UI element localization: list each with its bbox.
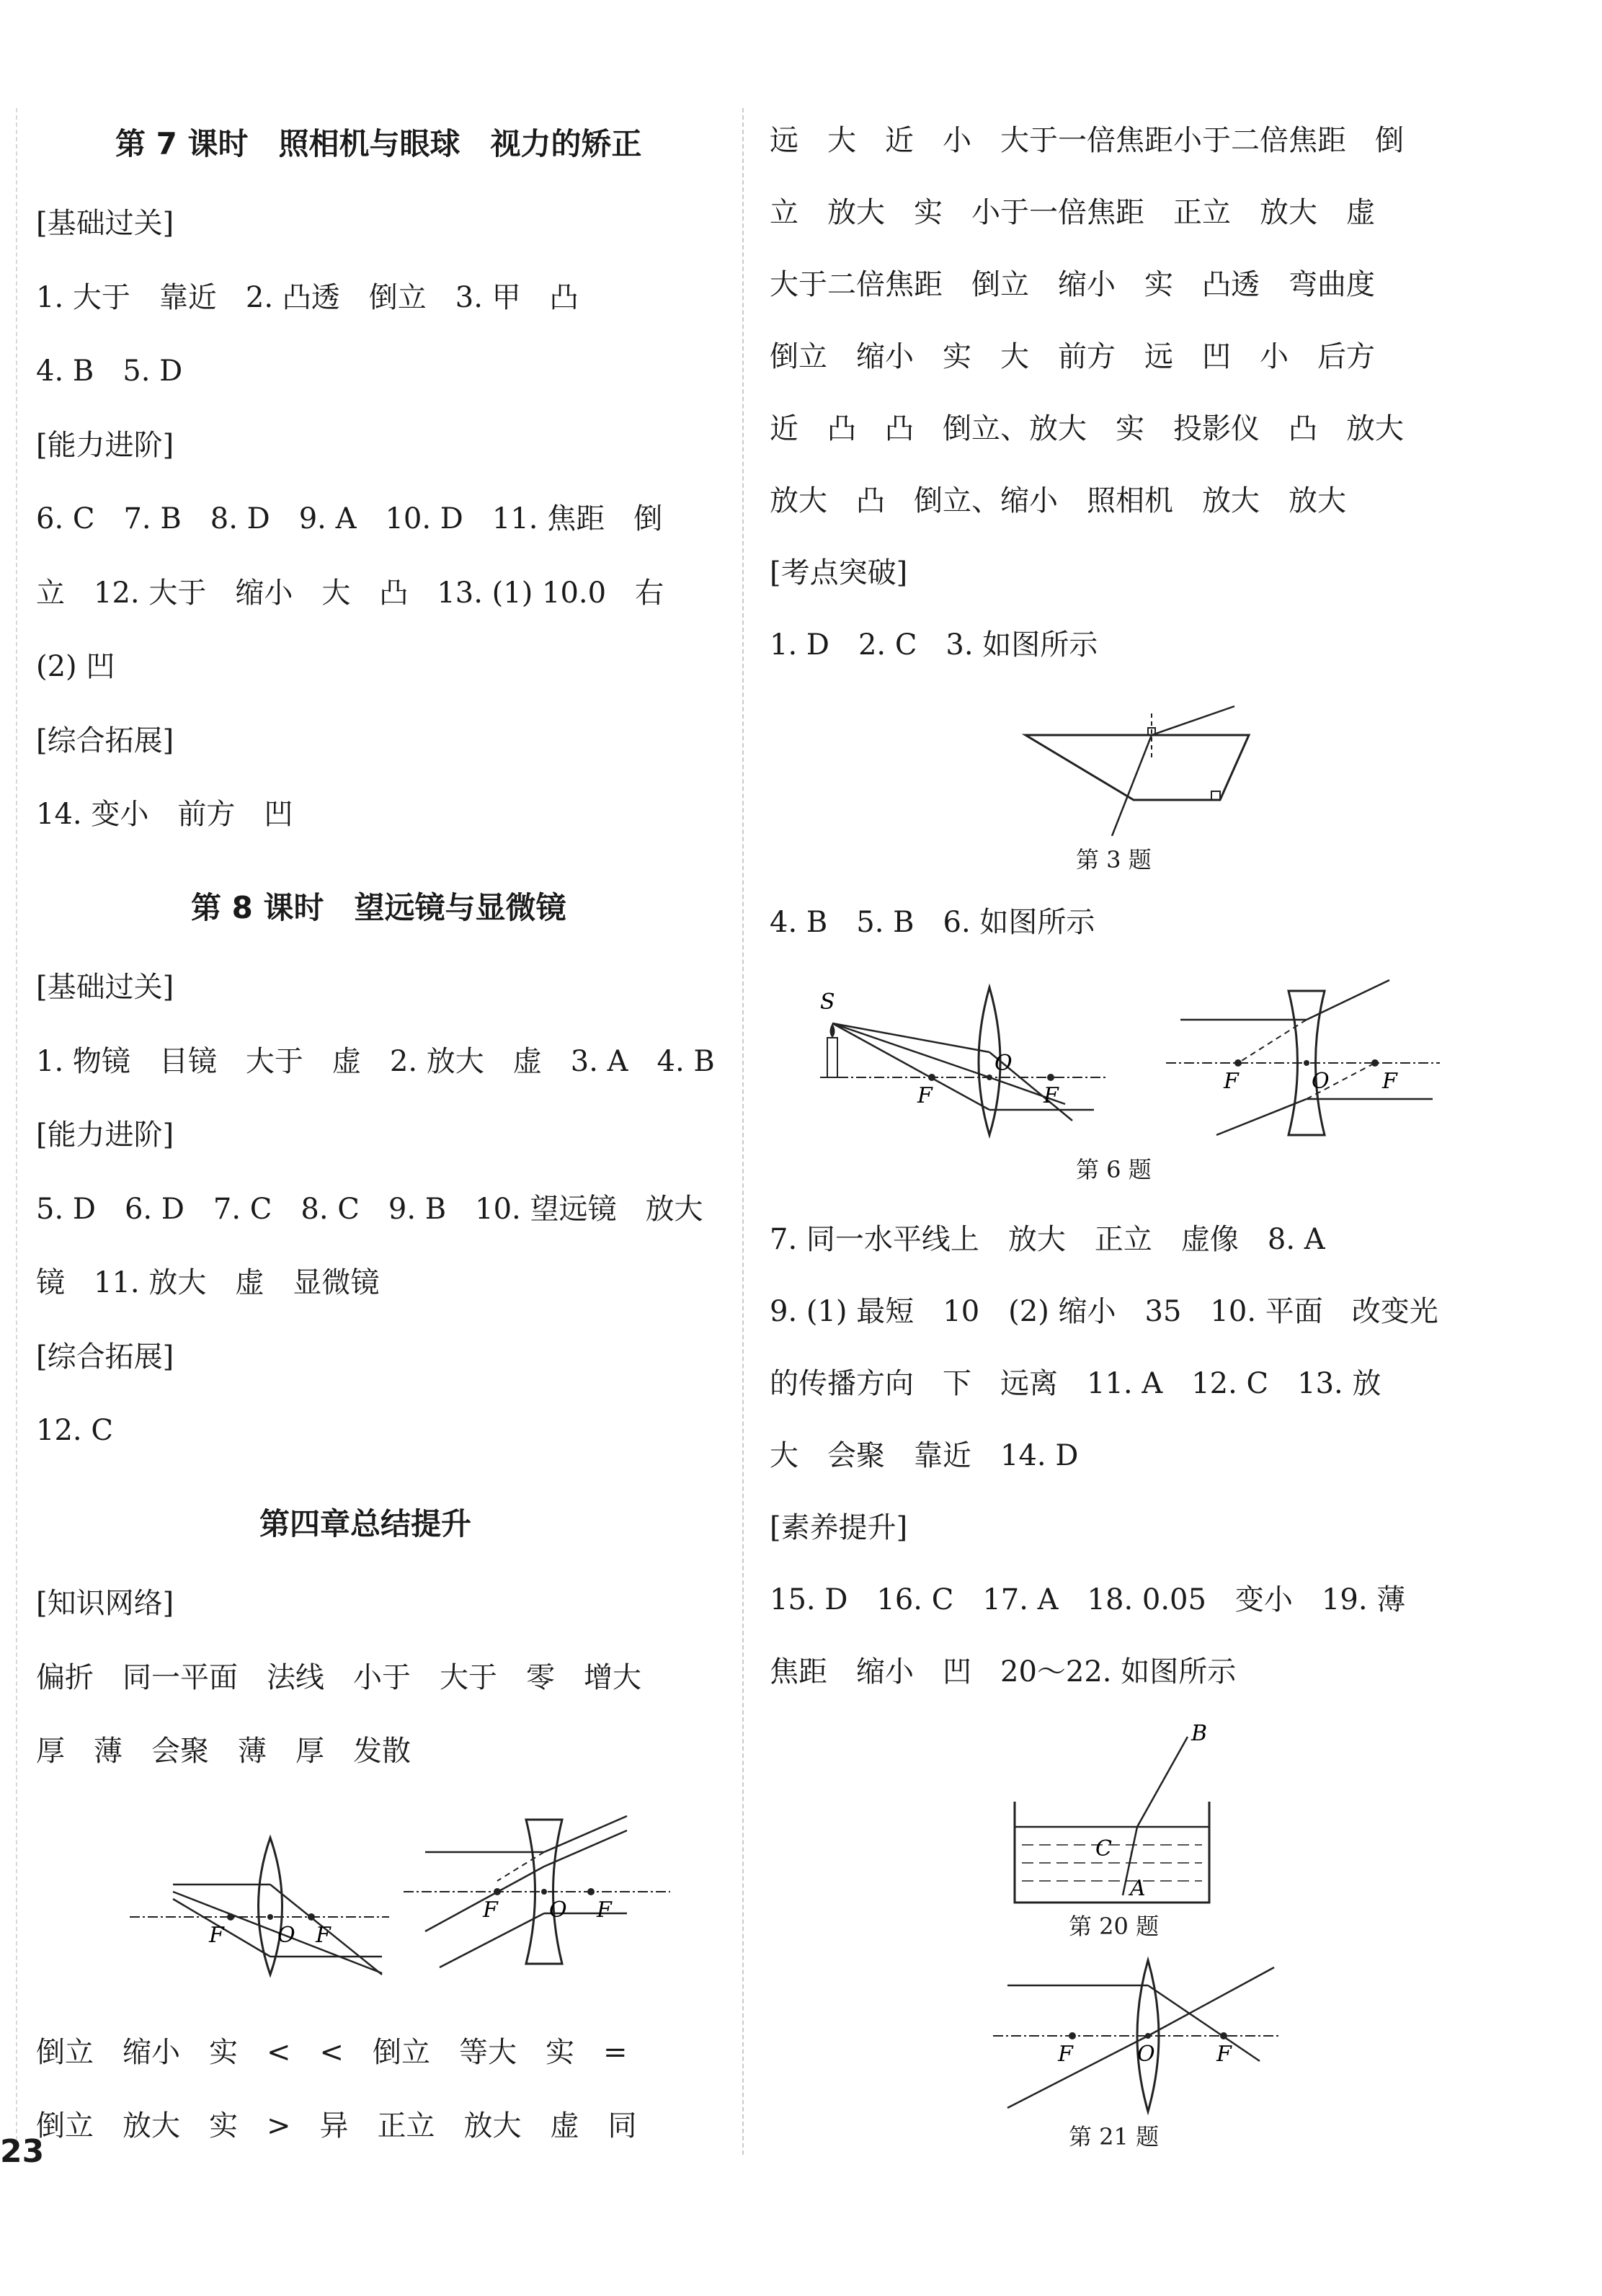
concave-lens-diagram <box>396 1802 685 1975</box>
kaodian-line-5: 的传播方向 下 远离 11. A 12. C 13. 放 <box>770 1367 1381 1400</box>
kaodian-line-6: 大 会聚 靠近 14. D <box>770 1439 1079 1472</box>
l7-answers-5: (2) 凹 <box>36 650 115 683</box>
l8-answers-2: 5. D 6. D 7. C 8. C 9. B 10. 望远镜 放大 <box>36 1193 703 1226</box>
caption-figure-21: 第 21 题 <box>1069 2123 1160 2150</box>
l7-answers-4: 立 12. 大于 缩小 大 凸 13. (1) 10.0 右 <box>36 577 664 610</box>
figure-3-prism <box>1018 692 1256 836</box>
right-line-2: 立 放大 实 小于一倍焦距 正立 放大 虚 <box>770 196 1375 229</box>
chapter-line-3: 倒立 缩小 实 < < 倒立 等大 实 = <box>36 2036 628 2069</box>
kaodian-line-2: 4. B 5. B 6. 如图所示 <box>770 906 1095 939</box>
label-f10: F <box>1216 2042 1232 2067</box>
right-line-6: 放大 凸 倒立、缩小 照相机 放大 放大 <box>770 484 1346 517</box>
l7-section-basic: [基础过关] <box>36 207 174 240</box>
column-divider <box>742 108 744 2155</box>
label-o2: O <box>549 1897 567 1923</box>
l8-section-basic: [基础过关] <box>36 971 174 1004</box>
label-f4: F <box>597 1897 612 1923</box>
l7-answers-2: 4. B 5. D <box>36 355 183 388</box>
figure-20-water-tank <box>1007 1722 1224 1910</box>
label-c: C <box>1095 1836 1112 1861</box>
chapter-line-4: 倒立 放大 实 > 异 正立 放大 虚 同 <box>36 2109 637 2143</box>
label-b: B <box>1191 1722 1208 1746</box>
suyang-line-1: 15. D 16. C 17. A 18. 0.05 变小 19. 薄 <box>770 1583 1406 1616</box>
figure-21-convex <box>986 1953 1289 2119</box>
right-line-3: 大于二倍焦距 倒立 缩小 实 凸透 弯曲度 <box>770 268 1375 301</box>
figure-6-convex <box>813 980 1116 1139</box>
lesson8-title: 第 8 课时 望远镜与显微镜 <box>191 890 566 925</box>
label-o3: O <box>994 1051 1013 1076</box>
label-a: A <box>1130 1876 1146 1901</box>
page-number: 23 <box>0 2133 45 2170</box>
l8-answers-4: 12. C <box>36 1414 113 1447</box>
label-f8: F <box>1382 1069 1397 1094</box>
label-s: S <box>820 989 835 1015</box>
chapter-section-network: [知识网络] <box>36 1587 174 1620</box>
label-f1: F <box>209 1923 224 1948</box>
section-suyang: [素养提升] <box>770 1511 908 1544</box>
section-kaodian: [考点突破] <box>770 556 908 589</box>
l7-answers-3: 6. C 7. B 8. D 9. A 10. D 11. 焦距 倒 <box>36 502 663 535</box>
label-f3: F <box>483 1897 498 1923</box>
lesson7-title: 第 7 课时 照相机与眼球 视力的矫正 <box>115 126 642 161</box>
caption-figure-6: 第 6 题 <box>1076 1156 1152 1183</box>
right-line-1: 远 大 近 小 大于一倍焦距小于二倍焦距 倒 <box>770 124 1404 157</box>
label-o5: O <box>1137 2042 1155 2067</box>
l7-answers-6: 14. 变小 前方 凹 <box>36 798 293 831</box>
l7-answers-1: 1. 大于 靠近 2. 凸透 倒立 3. 甲 凸 <box>36 281 579 314</box>
right-line-5: 近 凸 凸 倒立、放大 实 投影仪 凸 放大 <box>770 412 1404 445</box>
l7-section-ability: [能力进阶] <box>36 429 174 462</box>
label-f2: F <box>316 1923 331 1948</box>
label-f7: F <box>1224 1069 1239 1094</box>
chapter-line-1: 偏折 同一平面 法线 小于 大于 零 增大 <box>36 1661 641 1694</box>
suyang-line-2: 焦距 缩小 凹 20～22. 如图所示 <box>770 1655 1237 1688</box>
l8-answers-3: 镜 11. 放大 虚 显微镜 <box>36 1266 380 1299</box>
l8-answers-1: 1. 物镜 目镜 大于 虚 2. 放大 虚 3. A 4. B <box>36 1045 715 1078</box>
label-o4: O <box>1312 1069 1330 1094</box>
l7-section-extend: [综合拓展] <box>36 724 174 757</box>
label-o: O <box>277 1923 295 1948</box>
kaodian-line-1: 1. D 2. C 3. 如图所示 <box>770 628 1098 662</box>
caption-figure-3: 第 3 题 <box>1076 846 1152 873</box>
label-f9: F <box>1058 2042 1073 2067</box>
kaodian-line-4: 9. (1) 最短 10 (2) 缩小 35 10. 平面 改变光 <box>770 1295 1438 1328</box>
right-line-4: 倒立 缩小 实 大 前方 远 凹 小 后方 <box>770 340 1375 373</box>
kaodian-line-3: 7. 同一水平线上 放大 正立 虚像 8. A <box>770 1223 1325 1256</box>
label-f6: F <box>1043 1083 1059 1108</box>
chapter-line-2: 厚 薄 会聚 薄 厚 发散 <box>36 1735 411 1768</box>
chapter-summary-title: 第四章总结提升 <box>259 1506 472 1541</box>
l8-section-extend: [综合拓展] <box>36 1340 174 1374</box>
l8-section-ability: [能力进阶] <box>36 1118 174 1152</box>
left-margin-rule <box>16 108 17 2148</box>
label-f5: F <box>917 1083 933 1108</box>
convex-lens-diagram <box>123 1823 411 1982</box>
figure-6-concave <box>1159 973 1447 1146</box>
caption-figure-20: 第 20 题 <box>1069 1913 1160 1940</box>
